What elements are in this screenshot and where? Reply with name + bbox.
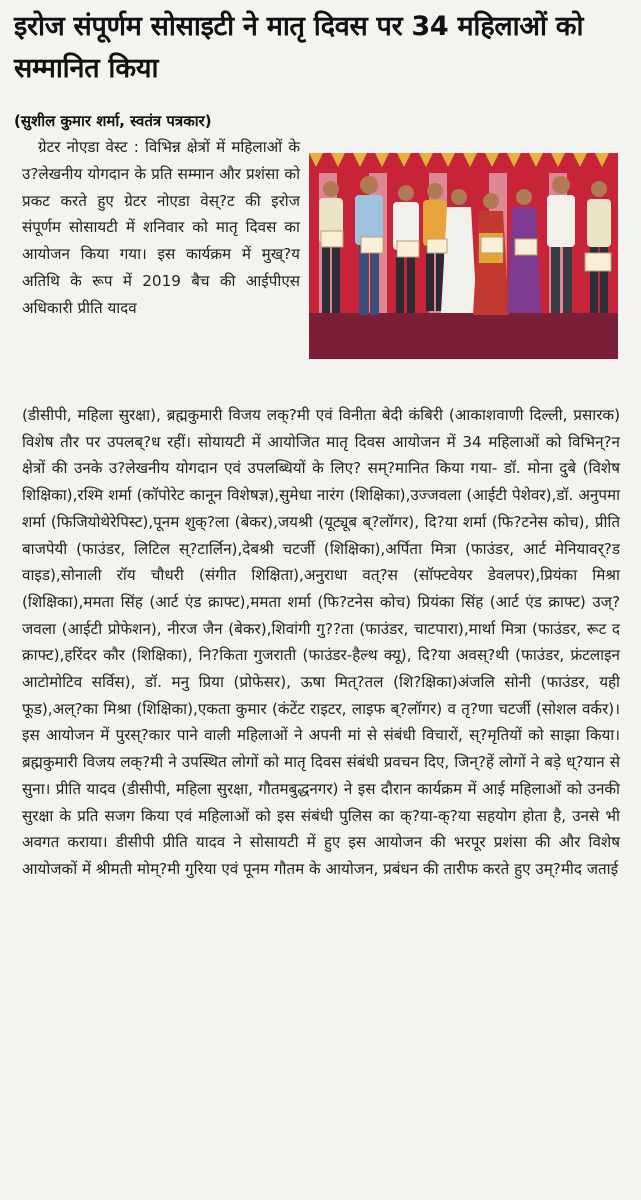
byline: (सुशील कुमार शर्मा, स्वतंत्र पत्रकार)	[14, 112, 212, 130]
body-column	[22, 402, 620, 883]
body-paragraph: (डीसीपी, महिला सुरक्षा), ब्रह्मकुमारी विजय लक्?मी एवं विनीता बेदी कंबिरी (आकाशवाणी दिल्ली, प्रसारक) विशेष तौर पर उपलब्?ध रहीं। सोयायटी में आयोजित मातृ दिवस आयोजन में 34 महिलाओं को विभिन्?न क्षेत्रों की उनके उ?लेखनीय योगदान एवं उपलब्धियों के लिए? सम्?मानित किया गया- डॉ. मोना दुबे (विशेष शिक्षिका),रश्मि शर्मा (कॉपोरेट कानून विशेषज्ञ),सुमेधा नारंग (शिक्षिका),उज्जवला (आईटी पेशेवर),डॉ. अनुपमा शर्मा (फिजियोथेरेपिस्ट),पूनम शुक्?ला (बेकर),जयश्री (यूट्यूब ब्?लॉगर), दि?या शर्मा (फि?टनेस कोच), प्रीति बाजपेयी (फाउंडर, लिटिल स्?टार्लिन),देबश्री चटर्जी (शिक्षिका),अर्पिता मित्रा (फाउंडर, आर्ट मेनियावर्?ड वाइड),सोनाली रॉय चौधरी (संगीत शिक्षिता),अनुराधा वत्?स (सॉफ्टवेयर डेवलपर),प्रियंका मिश्रा (शिक्षिका),ममता सिंह (आर्ट एंड क्राफ्ट),ममता शर्मा (फि?टनेस कोच) प्रियंका सिंह (आर्ट एंड क्राफ्ट) उज्?जवला (आईटी प्रोफेशन), नीरज जैन (बेकर),शिवांगी गु??ता (फाउंडर, चाटपारा),मार्था मित्रा (फाउंडर, रूट द क्राफ्ट),हरिंदर कौर (शिक्षिका), नि?किता गुजराती (फाउंडर-हैल्थ क्यू), दि?या अवस्?थी (फाउंडर, फ्रंटलाइन आटोमोटिव सर्विस), डॉ. मनु प्रिया (प्रोफेसर), ऊषा मित्?तल (शि?क्षिका)अंजलि सोनी (फाउंडर, यही फूड),अल्?का मिश्रा (शिक्षिका),एकता कुमार (कंटेंट राइटर, लाइफ ब्?लॉगर) व तृ?णा चटर्जी (सोशल वर्कर)। इस आयोजन में पुरस्?कार पाने वाली महिलाओं ने अपनी मां से संबंधी विचारों, स्?मृतियों को साझा किया। ब्रह्मकुमारी विजय लक्?मी ने उपस्थित लोगों को मातृ दिवस संबंधी प्रवचन दिए, जिन्?हें लोगों ने बड़े ध्?यान से सुना। प्रीति यादव (डीसीपी, महिला सुरक्षा, गौतमबुद्धनगर) ने इस दौरान कार्यक्रम में आई महिलाओं को उनकी सुरक्षा के प्रति सजग किया एवं महिलाओं को इस संबंधी पुलिस का क्?या-क्?या सहयोग होता है, उनसे भी अवगत कराया। डीसीपी प्रीति यादव ने सोसायटी में हुए इस आयोजन की भरपूर प्रशंसा की और विशेष आयोजकों में श्रीमती मोम्?मी गुरिया एवं पूनम गौतम के आयोजन, प्रबंधन की तारीफ करते हुए उम्?मीद जताई	[22, 406, 620, 878]
headline: इरोज संपूर्णम सोसाइटी ने मातृ दिवस पर 34 महिलाओं को सम्मानित किया	[14, 11, 584, 84]
event-photo	[309, 153, 618, 359]
event-photo-illustration	[309, 153, 618, 359]
intro-column	[22, 134, 300, 322]
intro-paragraph: ग्रेटर नोएडा वेस्ट : विभिन्न क्षेत्रों में महिलाओं के उ?लेखनीय योगदान के प्रति सम्मान और प्रशंसा को प्रकट करते हुए ग्रेटर नोएडा वेस्?ट की इरोज संपूर्णम सोसायटी में शनिवार को मातृ दिवस का आयोजन किया गया। इस कार्यक्रम में मुख्?य अतिथि के रूप में 2019 बैच की आईपीएस अधिकारी प्रीति यादव	[22, 138, 300, 317]
